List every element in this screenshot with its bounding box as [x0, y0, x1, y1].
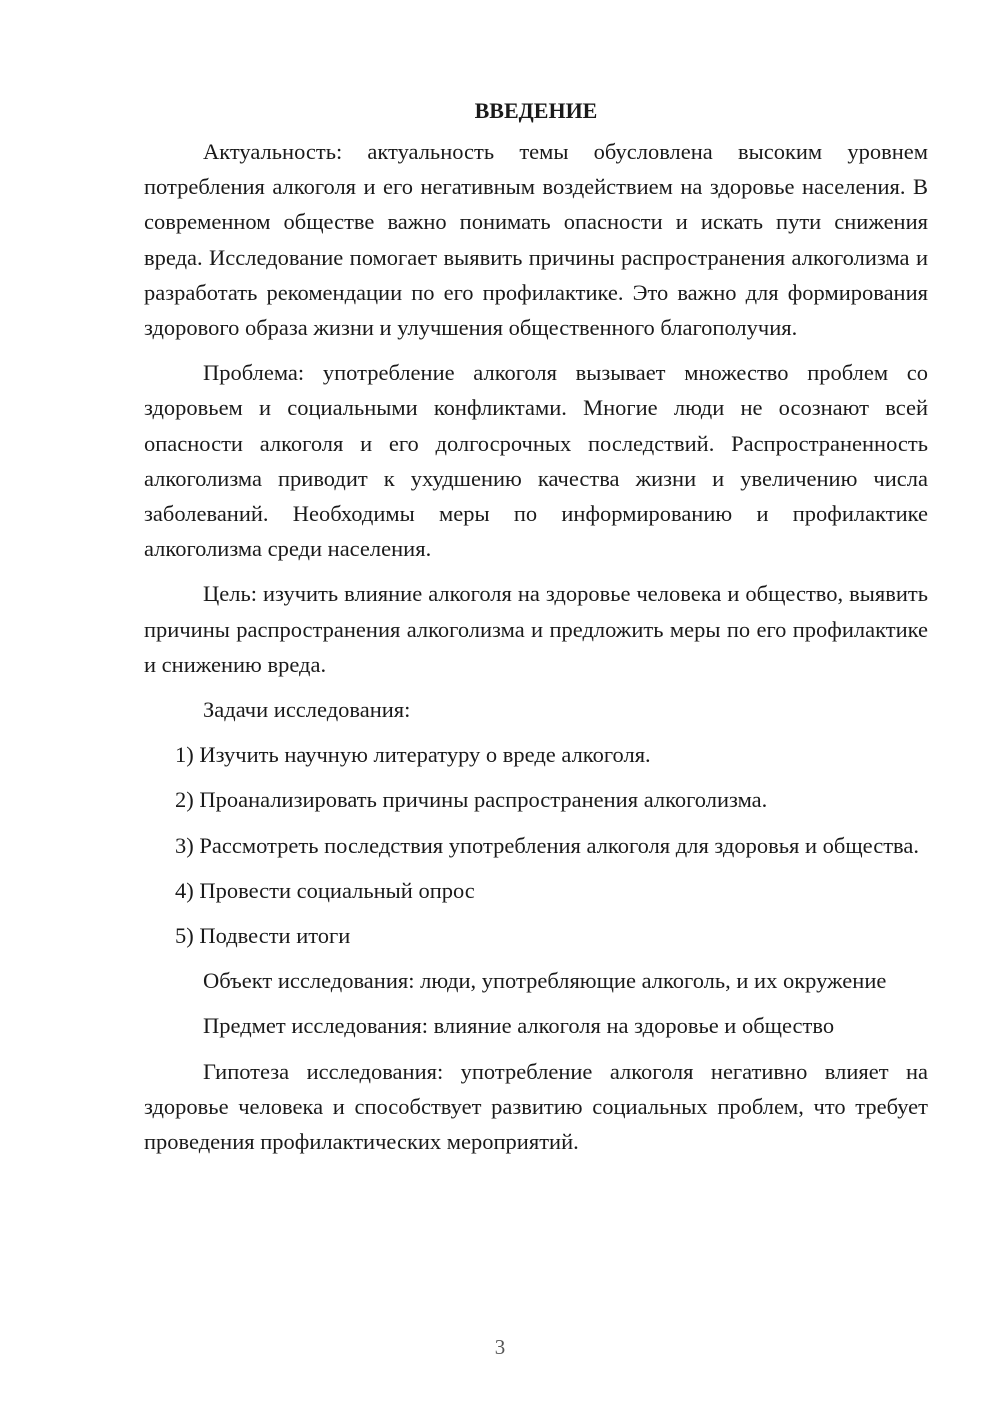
page-number: 3 [494, 1335, 506, 1359]
paragraph-subject: Предмет исследования: влияние алкоголя на здоровье и общество [203, 1013, 835, 1039]
task-item-1: 1) Изучить научную литературу о вреде алкоголя. [175, 742, 651, 768]
document-body [144, 93, 928, 1169]
page-title: ВВЕДЕНИЕ [474, 98, 598, 123]
paragraph-hypothesis: Гипотеза исследования: употребление алкоголя негативно влияет на здоровье человека и способствует развитию социальных проблем, что требует проведения профилактических мероприятий. [144, 1058, 928, 1155]
task-item-3: 3) Рассмотреть последствия употребления алкоголя для здоровья и общества. [175, 832, 919, 858]
task-item-4: 4) Провести социальный опрос [175, 877, 475, 903]
paragraph-relevance: Актуальность: актуальность темы обусловлена высоким уровнем потребления алкоголя и его негативным воздействием на здоровье населения. В современном обществе важно понимать опасности и искать пути снижения вреда. Исследование помогает выявить причины распространения алкоголизма и разработать рекомендации по его профилактике. Это важно для формирования здорового образа жизни и улучшения общественного благополучия. [144, 139, 928, 341]
paragraph-object: Объект исследования: люди, употребляющие алкоголь, и их окружение [203, 968, 887, 994]
tasks-heading: Задачи исследования: [203, 697, 411, 723]
task-item-2: 2) Проанализировать причины распространения алкоголизма. [175, 787, 768, 813]
paragraph-problem: Проблема: употребление алкоголя вызывает множество проблем со здоровьем и социальными конфликтами. Многие люди не осознают всей опасности алкоголя и его долгосрочных последствий. Распространенность алкоголизма приводит к ухудшению качества жизни и увеличению числа заболеваний. Необходимы меры по информированию и профилактике алкоголизма среди населения. [144, 360, 928, 562]
paragraph-goal: Цель: изучить влияние алкоголя на здоровье человека и общество, выявить причины распространения алкоголизма и предложить меры по его профилактике и снижению вреда. [144, 581, 928, 677]
task-item-5: 5) Подвести итоги [175, 923, 351, 949]
